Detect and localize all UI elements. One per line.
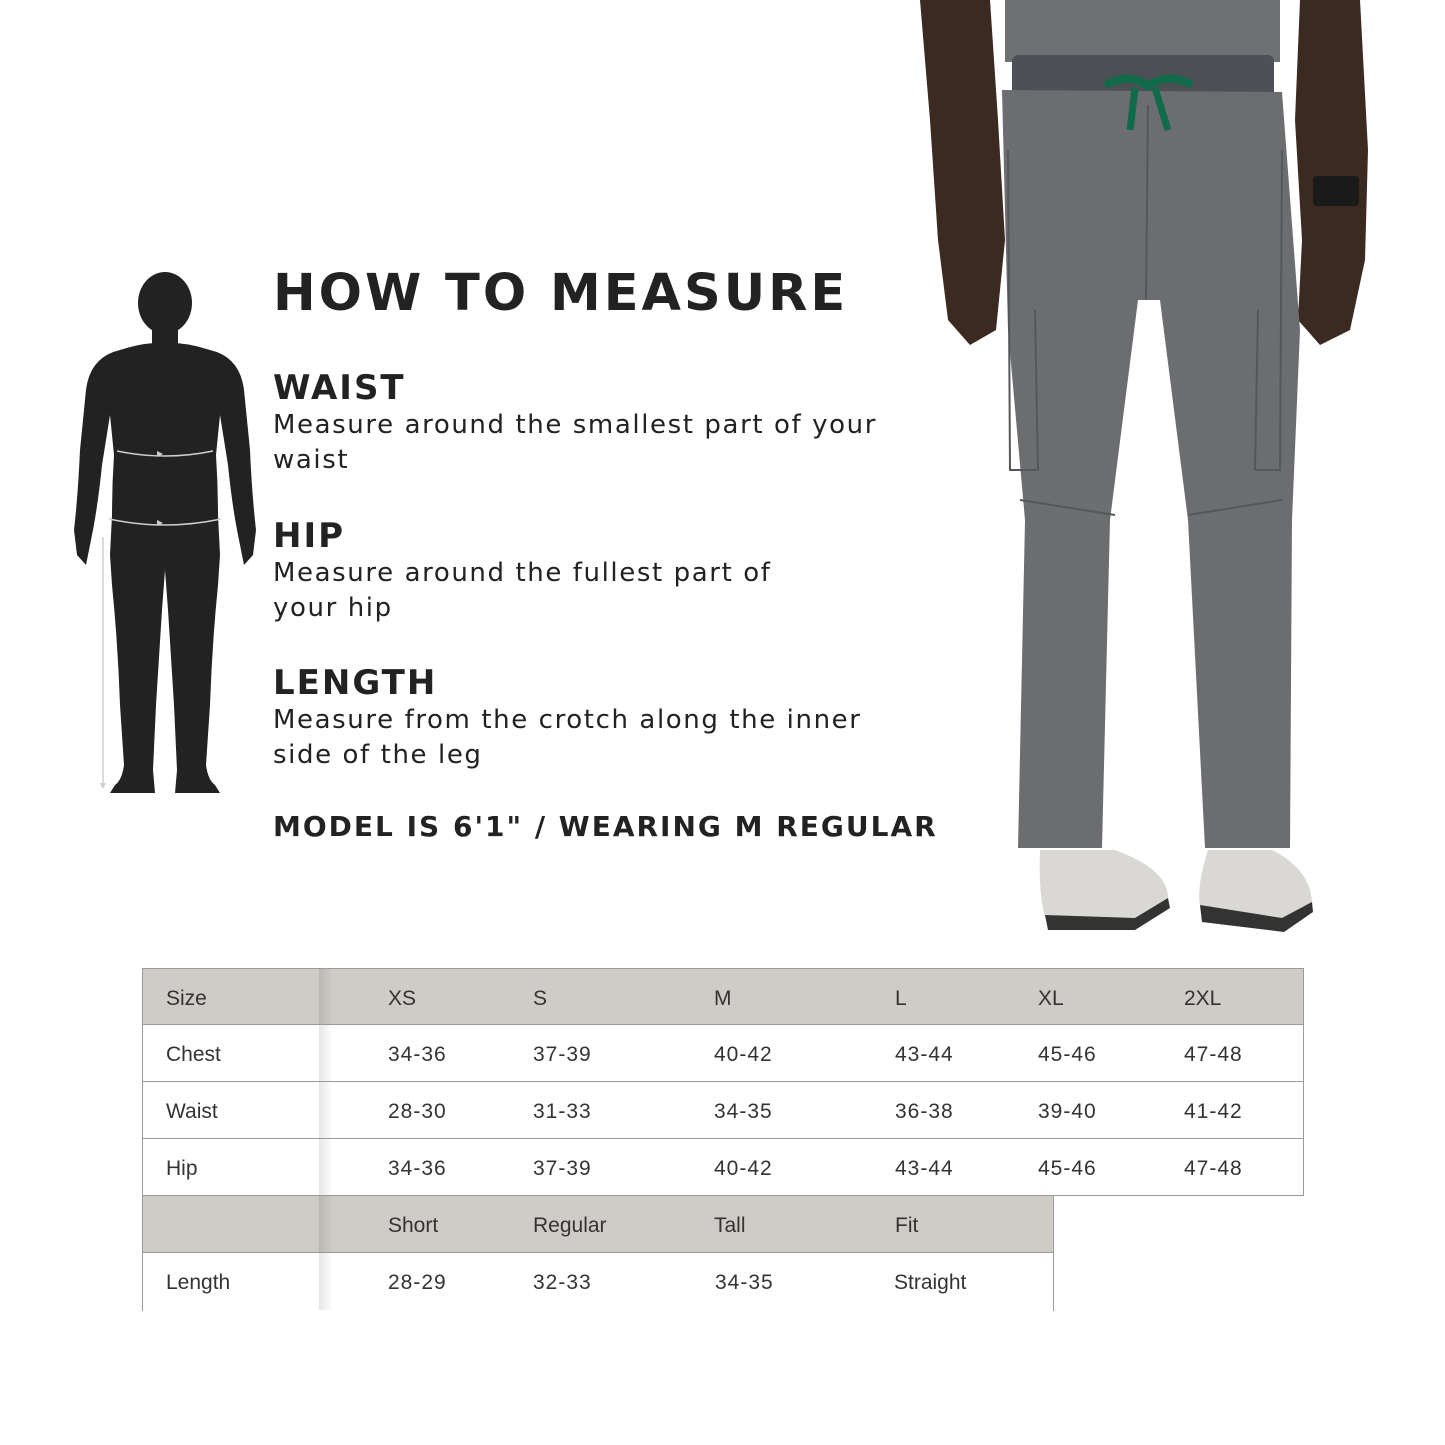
size-m: M [714, 987, 732, 1010]
table-cell: 45-46 [1038, 1157, 1097, 1180]
table-cell: 37-39 [533, 1157, 592, 1180]
table-cell: 43-44 [895, 1157, 954, 1180]
waist-text-line1: Measure around the smallest part of your [273, 410, 878, 440]
table-cell: 28-30 [388, 1100, 447, 1123]
length-text-line2: side of the leg [273, 740, 483, 770]
model-photo [920, 0, 1380, 935]
table-cell: 34-36 [388, 1043, 447, 1066]
table-cell: 43-44 [895, 1043, 954, 1066]
table-row [142, 1253, 1054, 1310]
waist-heading: WAIST [273, 368, 406, 408]
page-title: HOW TO MEASURE [273, 264, 849, 323]
length-regular: Regular [533, 1214, 607, 1237]
length-fit: Fit [895, 1214, 919, 1237]
table-cell: 34-36 [388, 1157, 447, 1180]
size-l: L [895, 987, 907, 1010]
table-cell: 31-33 [533, 1100, 592, 1123]
table-row [142, 1139, 1304, 1196]
table-row [142, 1082, 1304, 1139]
model-note: MODEL IS 6'1" / WEARING M REGULAR [273, 810, 938, 843]
hip-text-line1: Measure around the fullest part of [273, 558, 772, 588]
table-cell: 34-35 [714, 1100, 773, 1123]
length-heading: LENGTH [273, 663, 438, 703]
table-cell: 36-38 [895, 1100, 954, 1123]
waist-section [273, 368, 877, 478]
table-cell: 28-29 [388, 1271, 447, 1294]
length-header-row [142, 1196, 1054, 1253]
length-section [273, 663, 862, 773]
table-cell: 41-42 [1184, 1100, 1243, 1123]
row-label-chest: Chest [166, 1043, 221, 1066]
row-label-length: Length [166, 1271, 231, 1294]
table-cell: 39-40 [1038, 1100, 1097, 1123]
length-text-line1: Measure from the crotch along the inner [273, 705, 862, 735]
hip-heading: HIP [273, 516, 346, 556]
length-short: Short [388, 1214, 439, 1237]
table-cell: 37-39 [533, 1043, 592, 1066]
table-cell: Straight [894, 1271, 967, 1294]
table-cell: 40-42 [714, 1043, 773, 1066]
length-tall: Tall [714, 1214, 746, 1237]
table-cell: 47-48 [1184, 1157, 1243, 1180]
hip-text-line2: your hip [273, 593, 393, 623]
size-header-label: Size [166, 987, 207, 1010]
waist-text-line2: waist [273, 445, 350, 475]
size-xl: XL [1038, 987, 1064, 1010]
row-label-hip: Hip [166, 1157, 198, 1180]
table-row [142, 1025, 1304, 1082]
table-cell: 34-35 [715, 1271, 774, 1294]
table-cell: 40-42 [714, 1157, 773, 1180]
size-header-row [142, 968, 1304, 1025]
table-cell: 47-48 [1184, 1043, 1243, 1066]
table-cell: 45-46 [1038, 1043, 1097, 1066]
size-xs: XS [388, 987, 417, 1010]
size-s: S [533, 987, 548, 1010]
hip-section [273, 516, 772, 626]
body-silhouette-icon [60, 265, 270, 805]
table-cell: 32-33 [533, 1271, 592, 1294]
row-label-waist: Waist [166, 1100, 218, 1123]
measure-guide [273, 262, 938, 843]
size-2xl: 2XL [1184, 987, 1222, 1010]
